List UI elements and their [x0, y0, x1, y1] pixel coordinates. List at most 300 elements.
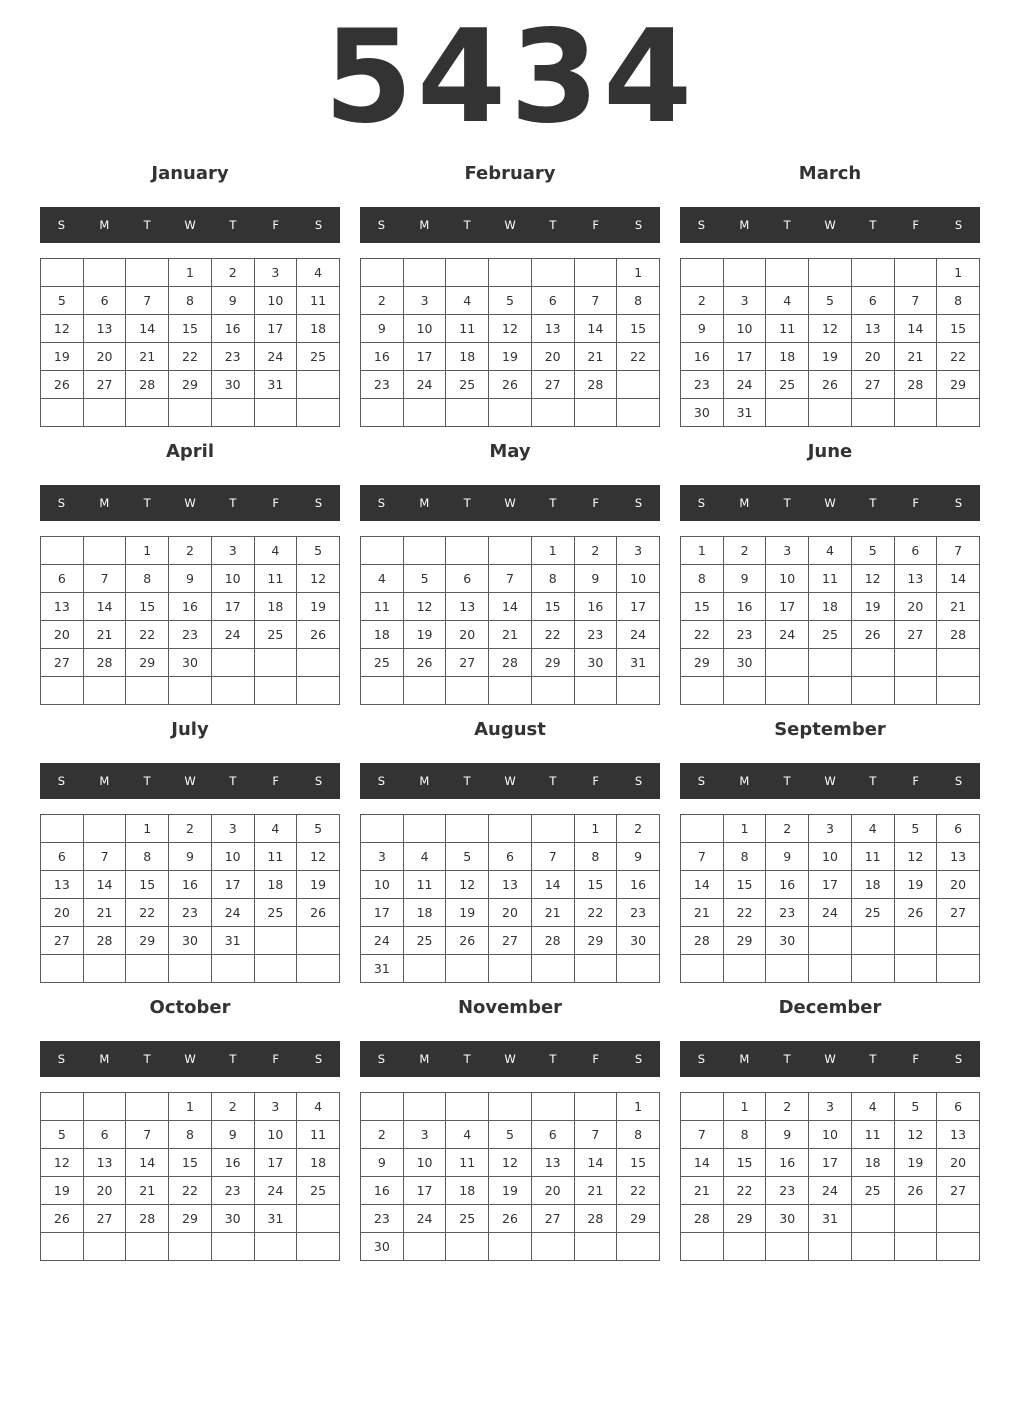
day-cell: 30: [617, 927, 660, 955]
day-cell: [489, 399, 532, 427]
day-cell: 18: [254, 871, 297, 899]
day-cell: 27: [446, 649, 489, 677]
day-cell: 23: [211, 1177, 254, 1205]
day-cell: 13: [531, 1149, 574, 1177]
week-row: [41, 955, 340, 983]
weekday-label: M: [419, 218, 430, 232]
weekday-label: T: [463, 774, 471, 788]
day-cell: 12: [489, 315, 532, 343]
weekday-label: T: [463, 496, 471, 510]
week-row: [41, 1205, 340, 1233]
day-cell: 8: [723, 1121, 766, 1149]
day-cell: 26: [403, 649, 446, 677]
month-name: June: [807, 441, 853, 462]
day-cell: 26: [851, 621, 894, 649]
day-cell: [446, 955, 489, 983]
day-cell: [446, 677, 489, 705]
day-cell: 1: [531, 537, 574, 565]
week-row: [41, 537, 340, 565]
week-row: [361, 399, 660, 427]
day-cell: 2: [766, 1093, 809, 1121]
day-cell: 24: [617, 621, 660, 649]
day-cell: [937, 649, 980, 677]
day-cell: [531, 1093, 574, 1121]
day-cell: [894, 927, 937, 955]
day-cell: [617, 1233, 660, 1261]
day-cell: 4: [361, 565, 404, 593]
day-cell: 7: [126, 1121, 169, 1149]
day-cell: [723, 1233, 766, 1261]
week-row: [361, 371, 660, 399]
day-cell: 8: [617, 287, 660, 315]
day-cell: [361, 815, 404, 843]
week-row: [41, 259, 340, 287]
week-row: [41, 343, 340, 371]
weekday-header: [360, 763, 660, 799]
day-cell: 1: [617, 1093, 660, 1121]
day-cell: 26: [297, 899, 340, 927]
week-row: [361, 899, 660, 927]
day-cell: 11: [446, 1149, 489, 1177]
day-cell: 13: [894, 565, 937, 593]
day-cell: 28: [894, 371, 937, 399]
day-cell: 31: [211, 927, 254, 955]
week-row: [361, 1205, 660, 1233]
day-cell: [531, 399, 574, 427]
day-cell: 30: [169, 649, 212, 677]
week-row: [41, 1121, 340, 1149]
day-cell: 1: [617, 259, 660, 287]
weekday-label: S: [954, 218, 963, 232]
day-cell: 6: [489, 843, 532, 871]
day-cell: 6: [41, 843, 84, 871]
weekday-label: T: [783, 218, 791, 232]
day-cell: 19: [41, 343, 84, 371]
day-cell: 8: [531, 565, 574, 593]
day-cell: 12: [446, 871, 489, 899]
weekday-label: F: [592, 774, 600, 788]
day-cell: 15: [617, 315, 660, 343]
day-cell: 14: [937, 565, 980, 593]
day-cell: 23: [681, 371, 724, 399]
week-row: [361, 843, 660, 871]
weekday-label: M: [739, 1052, 750, 1066]
day-cell: 14: [681, 871, 724, 899]
day-cell: 5: [894, 1093, 937, 1121]
weekday-label: T: [549, 218, 557, 232]
day-cell: 21: [574, 1177, 617, 1205]
day-cell: 27: [83, 371, 126, 399]
day-cell: [937, 399, 980, 427]
week-row: [41, 1093, 340, 1121]
day-cell: 28: [574, 1205, 617, 1233]
day-cell: 23: [361, 371, 404, 399]
day-cell: 9: [766, 1121, 809, 1149]
weekday-label: S: [954, 1052, 963, 1066]
day-cell: 2: [617, 815, 660, 843]
day-cell: 17: [403, 343, 446, 371]
weekday-label: S: [314, 1052, 323, 1066]
day-cell: [809, 955, 852, 983]
day-cell: 9: [574, 565, 617, 593]
day-cell: [446, 537, 489, 565]
day-cell: 11: [297, 287, 340, 315]
month-name: July: [171, 719, 209, 740]
weekday-header: [40, 485, 340, 521]
day-cell: 18: [254, 593, 297, 621]
day-cell: 20: [851, 343, 894, 371]
week-row: [41, 677, 340, 705]
day-cell: 16: [617, 871, 660, 899]
week-row: [361, 927, 660, 955]
day-cell: 5: [403, 565, 446, 593]
day-cell: [809, 927, 852, 955]
day-cell: 29: [169, 1205, 212, 1233]
day-cell: 21: [83, 899, 126, 927]
week-row: [41, 815, 340, 843]
day-cell: 13: [446, 593, 489, 621]
day-cell: 7: [83, 843, 126, 871]
day-cell: 9: [766, 843, 809, 871]
day-cell: 19: [851, 593, 894, 621]
day-cell: 20: [83, 343, 126, 371]
day-cell: 15: [681, 593, 724, 621]
day-cell: [83, 677, 126, 705]
day-cell: 15: [617, 1149, 660, 1177]
day-cell: 19: [297, 593, 340, 621]
weekday-label: W: [504, 774, 516, 788]
week-row: [681, 899, 980, 927]
day-cell: 5: [297, 537, 340, 565]
day-cell: 22: [126, 899, 169, 927]
day-cell: 14: [83, 593, 126, 621]
day-cell: 12: [894, 843, 937, 871]
day-cell: 3: [766, 537, 809, 565]
week-row: [361, 565, 660, 593]
day-cell: [894, 955, 937, 983]
week-row: [681, 1205, 980, 1233]
day-cell: 13: [937, 1121, 980, 1149]
day-cell: 3: [361, 843, 404, 871]
day-cell: 26: [894, 1177, 937, 1205]
day-cell: [41, 259, 84, 287]
day-cell: 20: [41, 621, 84, 649]
day-grid: [680, 814, 980, 983]
day-cell: 14: [681, 1149, 724, 1177]
day-cell: [211, 399, 254, 427]
day-cell: [83, 537, 126, 565]
day-cell: [723, 259, 766, 287]
day-cell: 22: [617, 1177, 660, 1205]
day-cell: 21: [574, 343, 617, 371]
day-cell: [83, 955, 126, 983]
day-cell: [681, 955, 724, 983]
day-cell: 11: [851, 1121, 894, 1149]
day-cell: 1: [126, 815, 169, 843]
weekday-label: T: [869, 496, 877, 510]
day-cell: 23: [169, 621, 212, 649]
day-cell: 10: [254, 287, 297, 315]
day-cell: 16: [723, 593, 766, 621]
day-cell: 31: [361, 955, 404, 983]
week-row: [41, 1149, 340, 1177]
day-cell: 4: [809, 537, 852, 565]
day-cell: 8: [126, 565, 169, 593]
day-cell: 6: [937, 815, 980, 843]
day-cell: 10: [809, 843, 852, 871]
day-cell: 22: [574, 899, 617, 927]
week-row: [681, 1233, 980, 1261]
week-row: [361, 1233, 660, 1261]
day-cell: [809, 1233, 852, 1261]
day-grid: [680, 1092, 980, 1261]
day-cell: 16: [766, 871, 809, 899]
day-cell: [41, 815, 84, 843]
day-cell: [681, 1093, 724, 1121]
day-cell: [894, 649, 937, 677]
day-cell: 18: [403, 899, 446, 927]
day-cell: 9: [361, 315, 404, 343]
day-cell: 21: [531, 899, 574, 927]
day-cell: [126, 1233, 169, 1261]
day-cell: 19: [297, 871, 340, 899]
day-cell: 30: [361, 1233, 404, 1261]
day-cell: [531, 1233, 574, 1261]
day-cell: [851, 927, 894, 955]
weekday-label: M: [99, 218, 110, 232]
day-cell: 1: [169, 1093, 212, 1121]
day-cell: 29: [574, 927, 617, 955]
day-cell: 19: [894, 871, 937, 899]
day-cell: 8: [169, 1121, 212, 1149]
day-cell: 20: [531, 1177, 574, 1205]
day-cell: 23: [617, 899, 660, 927]
day-cell: 3: [211, 537, 254, 565]
weekday-label: S: [697, 774, 706, 788]
week-row: [681, 343, 980, 371]
day-cell: [617, 677, 660, 705]
weekday-label: S: [57, 218, 66, 232]
day-cell: 14: [489, 593, 532, 621]
day-cell: 16: [681, 343, 724, 371]
weekday-label: M: [419, 774, 430, 788]
day-cell: 20: [531, 343, 574, 371]
day-cell: 6: [41, 565, 84, 593]
day-cell: 21: [681, 899, 724, 927]
weekday-label: F: [912, 496, 920, 510]
week-row: [41, 649, 340, 677]
day-cell: 17: [211, 593, 254, 621]
day-cell: 30: [211, 1205, 254, 1233]
day-cell: 20: [83, 1177, 126, 1205]
day-cell: 14: [126, 315, 169, 343]
day-cell: 4: [851, 1093, 894, 1121]
day-cell: [617, 399, 660, 427]
day-cell: 14: [83, 871, 126, 899]
day-cell: [361, 1093, 404, 1121]
day-cell: 25: [851, 1177, 894, 1205]
week-row: [361, 537, 660, 565]
day-cell: 24: [403, 1205, 446, 1233]
day-cell: 29: [126, 649, 169, 677]
day-cell: [403, 955, 446, 983]
day-cell: 17: [254, 1149, 297, 1177]
day-cell: 11: [446, 315, 489, 343]
day-grid: [360, 258, 660, 427]
weekday-label: S: [697, 496, 706, 510]
week-row: [41, 871, 340, 899]
day-cell: [169, 955, 212, 983]
day-cell: 21: [681, 1177, 724, 1205]
day-cell: 16: [169, 871, 212, 899]
weekday-header: [40, 207, 340, 243]
weekday-label: T: [229, 496, 237, 510]
day-cell: 28: [489, 649, 532, 677]
week-row: [361, 621, 660, 649]
week-row: [361, 1149, 660, 1177]
day-cell: [851, 399, 894, 427]
weekday-label: F: [912, 774, 920, 788]
day-cell: 1: [169, 259, 212, 287]
weekday-label: W: [184, 496, 196, 510]
day-cell: [41, 677, 84, 705]
week-row: [681, 649, 980, 677]
day-cell: 27: [531, 371, 574, 399]
day-cell: [297, 399, 340, 427]
day-cell: [126, 399, 169, 427]
day-cell: 19: [403, 621, 446, 649]
day-cell: [211, 649, 254, 677]
day-cell: 25: [403, 927, 446, 955]
day-cell: 2: [361, 287, 404, 315]
day-cell: 15: [126, 593, 169, 621]
week-row: [681, 927, 980, 955]
weekday-label: W: [824, 1052, 836, 1066]
week-row: [361, 815, 660, 843]
day-cell: 13: [851, 315, 894, 343]
day-cell: [809, 399, 852, 427]
day-cell: 24: [723, 371, 766, 399]
day-cell: [489, 259, 532, 287]
day-cell: 16: [574, 593, 617, 621]
day-cell: 17: [254, 315, 297, 343]
day-cell: [489, 815, 532, 843]
day-cell: 20: [937, 871, 980, 899]
day-cell: 12: [403, 593, 446, 621]
day-cell: 3: [254, 1093, 297, 1121]
day-cell: [937, 1205, 980, 1233]
day-cell: [41, 1093, 84, 1121]
day-cell: [617, 955, 660, 983]
day-cell: 2: [211, 259, 254, 287]
day-cell: 5: [297, 815, 340, 843]
weekday-label: M: [419, 1052, 430, 1066]
day-cell: [126, 1093, 169, 1121]
day-cell: 15: [531, 593, 574, 621]
month-name: March: [798, 163, 862, 184]
day-cell: 18: [766, 343, 809, 371]
weekday-label: S: [634, 774, 643, 788]
day-cell: 23: [211, 343, 254, 371]
day-cell: [403, 259, 446, 287]
day-cell: [297, 677, 340, 705]
day-cell: 13: [83, 1149, 126, 1177]
day-cell: 2: [169, 815, 212, 843]
day-cell: 28: [681, 927, 724, 955]
day-cell: [851, 649, 894, 677]
weekday-label: S: [634, 496, 643, 510]
day-cell: 1: [574, 815, 617, 843]
weekday-label: S: [377, 1052, 386, 1066]
day-cell: 19: [41, 1177, 84, 1205]
day-cell: 29: [126, 927, 169, 955]
day-cell: 25: [297, 343, 340, 371]
week-row: [681, 537, 980, 565]
day-cell: [169, 1233, 212, 1261]
day-cell: 27: [937, 1177, 980, 1205]
day-cell: 1: [723, 815, 766, 843]
weekday-label: S: [697, 218, 706, 232]
week-row: [41, 399, 340, 427]
day-cell: 10: [361, 871, 404, 899]
day-cell: [446, 259, 489, 287]
weekday-label: T: [229, 218, 237, 232]
day-cell: [211, 677, 254, 705]
day-cell: 26: [489, 371, 532, 399]
day-cell: 25: [254, 899, 297, 927]
day-cell: [937, 927, 980, 955]
day-cell: [297, 371, 340, 399]
day-cell: 2: [723, 537, 766, 565]
weekday-label: F: [912, 218, 920, 232]
day-cell: 3: [403, 1121, 446, 1149]
day-cell: 6: [83, 1121, 126, 1149]
day-cell: 10: [723, 315, 766, 343]
day-cell: 24: [809, 899, 852, 927]
day-cell: [83, 399, 126, 427]
weekday-label: T: [783, 774, 791, 788]
week-row: [41, 371, 340, 399]
day-cell: 12: [297, 565, 340, 593]
day-cell: 21: [126, 343, 169, 371]
week-row: [681, 1093, 980, 1121]
day-cell: 10: [211, 565, 254, 593]
week-row: [41, 621, 340, 649]
day-cell: 14: [126, 1149, 169, 1177]
weekday-label: T: [463, 218, 471, 232]
day-cell: [297, 649, 340, 677]
day-cell: [254, 677, 297, 705]
day-cell: [83, 1233, 126, 1261]
day-cell: 25: [297, 1177, 340, 1205]
day-cell: 27: [937, 899, 980, 927]
day-cell: 21: [937, 593, 980, 621]
day-cell: 17: [361, 899, 404, 927]
day-cell: [894, 677, 937, 705]
day-grid: [40, 536, 340, 705]
day-cell: [169, 399, 212, 427]
day-cell: 4: [254, 537, 297, 565]
day-cell: 13: [937, 843, 980, 871]
weekday-label: W: [504, 218, 516, 232]
day-cell: [531, 955, 574, 983]
weekday-header: [360, 1041, 660, 1077]
weekday-label: S: [634, 1052, 643, 1066]
day-cell: [723, 955, 766, 983]
day-cell: 30: [723, 649, 766, 677]
day-cell: 21: [489, 621, 532, 649]
day-cell: 25: [446, 371, 489, 399]
